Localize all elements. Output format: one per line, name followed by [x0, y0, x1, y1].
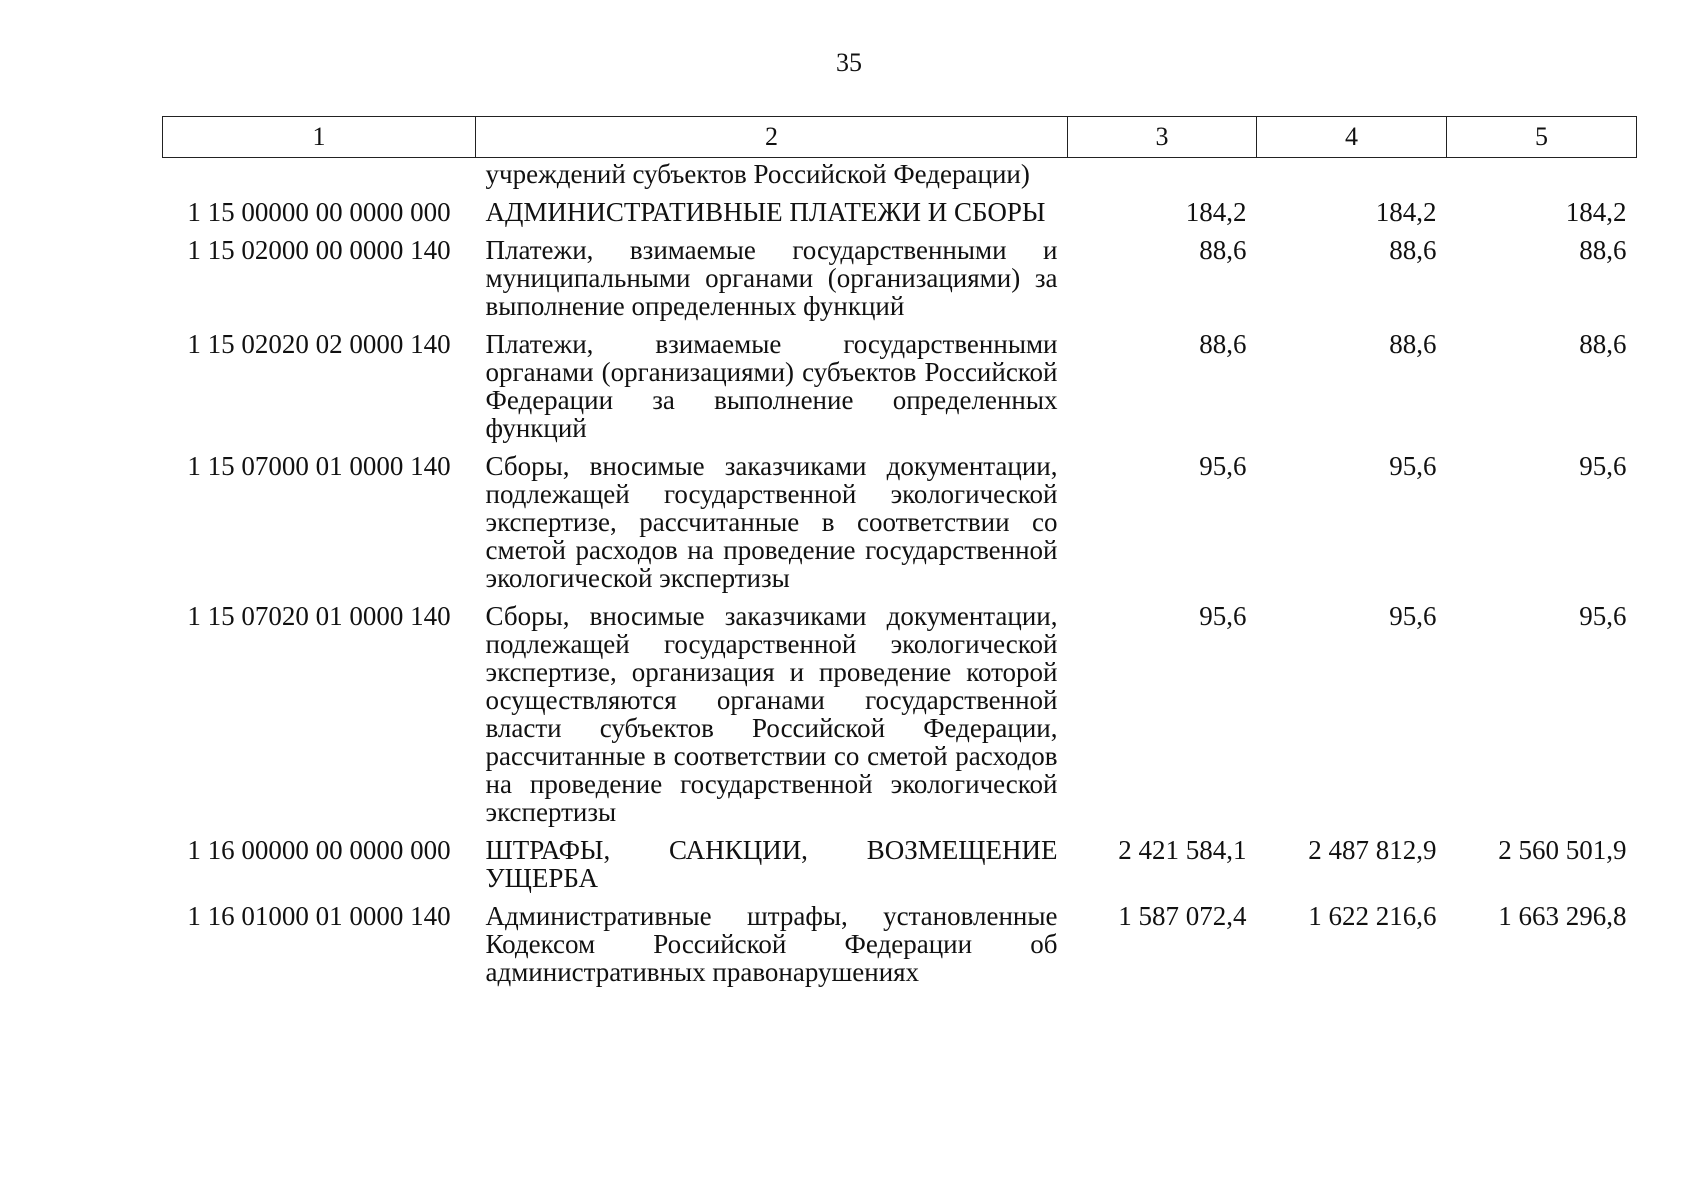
- row-name: Сборы, вносимые заказчиками документации, подлежащей государственной экологической экспертизе, организация и проведение которой осуществляются органами государственной власти субъектов Российской Федерации, рассчитанные в соответствии со сметой расходов на проведение государственной экологической экспертизы: [485, 601, 1058, 827]
- budget-table-container: [162, 116, 1636, 996]
- row-code: [163, 158, 476, 199]
- row-value-col3: 88,6: [1199, 235, 1247, 265]
- row-value-col5: 95,6: [1579, 451, 1627, 481]
- row-value-col4: 95,6: [1389, 451, 1437, 481]
- row-value-col4: 88,6: [1389, 329, 1437, 359]
- row-value-col3: 95,6: [1199, 601, 1247, 631]
- table-row: [163, 602, 1637, 836]
- table-row: [163, 836, 1637, 902]
- row-value-col3: 95,6: [1199, 451, 1247, 481]
- row-name: Сборы, вносимые заказчиками документации, подлежащей государственной экологической экспертизе, рассчитанные в соответствии со сметой расходов на проведение государственной экологической экспертизы: [485, 451, 1058, 593]
- row-value-col3: 1 587 072,4: [1118, 901, 1247, 931]
- row-name: Платежи, взимаемые государственными и муниципальными органами (организациями) за выполнение определенных функций: [485, 235, 1058, 321]
- table-header: [163, 117, 1637, 158]
- row-code: 1 16 00000 00 0000 000: [187, 835, 451, 865]
- row-value-col5: [1447, 158, 1637, 199]
- page-number: 35: [836, 48, 862, 77]
- table-row: [163, 452, 1637, 602]
- table-row: [163, 158, 1637, 199]
- row-value-col5: 2 560 501,9: [1498, 835, 1627, 865]
- row-value-col5: 88,6: [1579, 329, 1627, 359]
- row-value-col4: 1 622 216,6: [1308, 901, 1437, 931]
- row-value-col4: 184,2: [1375, 197, 1437, 227]
- row-value-col3: [1068, 158, 1257, 199]
- row-name: учреждений субъектов Российской Федерации): [485, 159, 1030, 189]
- row-value-col3: 184,2: [1185, 197, 1247, 227]
- row-code: 1 15 02020 02 0000 140: [187, 329, 451, 359]
- row-value-col4: 88,6: [1389, 235, 1437, 265]
- row-name: ШТРАФЫ, САНКЦИИ, ВОЗМЕЩЕНИЕ УЩЕРБА: [485, 835, 1058, 893]
- row-value-col4: 95,6: [1389, 601, 1437, 631]
- column-header-1: 1: [163, 117, 476, 158]
- row-value-col5: 88,6: [1579, 235, 1627, 265]
- column-header-2: 2: [476, 117, 1068, 158]
- header-row: [163, 117, 1637, 158]
- row-value-col5: 95,6: [1579, 601, 1627, 631]
- row-value-col3: 2 421 584,1: [1118, 835, 1247, 865]
- table-row: [163, 198, 1637, 236]
- row-value-col3: 88,6: [1199, 329, 1247, 359]
- row-name: Платежи, взимаемые государственными органами (организациями) субъектов Российской Федерации за выполнение определенных функций: [485, 329, 1058, 443]
- row-name: Административные штрафы, установленные Кодексом Российской Федерации об административных правонарушениях: [485, 901, 1058, 987]
- column-header-5: 5: [1447, 117, 1637, 158]
- row-code: 1 15 02000 00 0000 140: [187, 235, 451, 265]
- table-row: [163, 236, 1637, 330]
- row-code: 1 15 07020 01 0000 140: [187, 601, 451, 631]
- column-header-4: 4: [1257, 117, 1447, 158]
- table-body: [163, 158, 1637, 997]
- row-value-col4: 2 487 812,9: [1308, 835, 1437, 865]
- table-row: [163, 330, 1637, 452]
- budget-table: [162, 116, 1637, 996]
- row-name: АДМИНИСТРАТИВНЫЕ ПЛАТЕЖИ И СБОРЫ: [485, 197, 1046, 227]
- row-code: 1 15 07000 01 0000 140: [187, 451, 451, 481]
- row-value-col4: [1257, 158, 1447, 199]
- row-value-col5: 1 663 296,8: [1498, 901, 1627, 931]
- row-code: 1 15 00000 00 0000 000: [187, 197, 451, 227]
- column-header-3: 3: [1068, 117, 1257, 158]
- row-code: 1 16 01000 01 0000 140: [187, 901, 451, 931]
- row-value-col5: 184,2: [1565, 197, 1627, 227]
- table-row: [163, 902, 1637, 996]
